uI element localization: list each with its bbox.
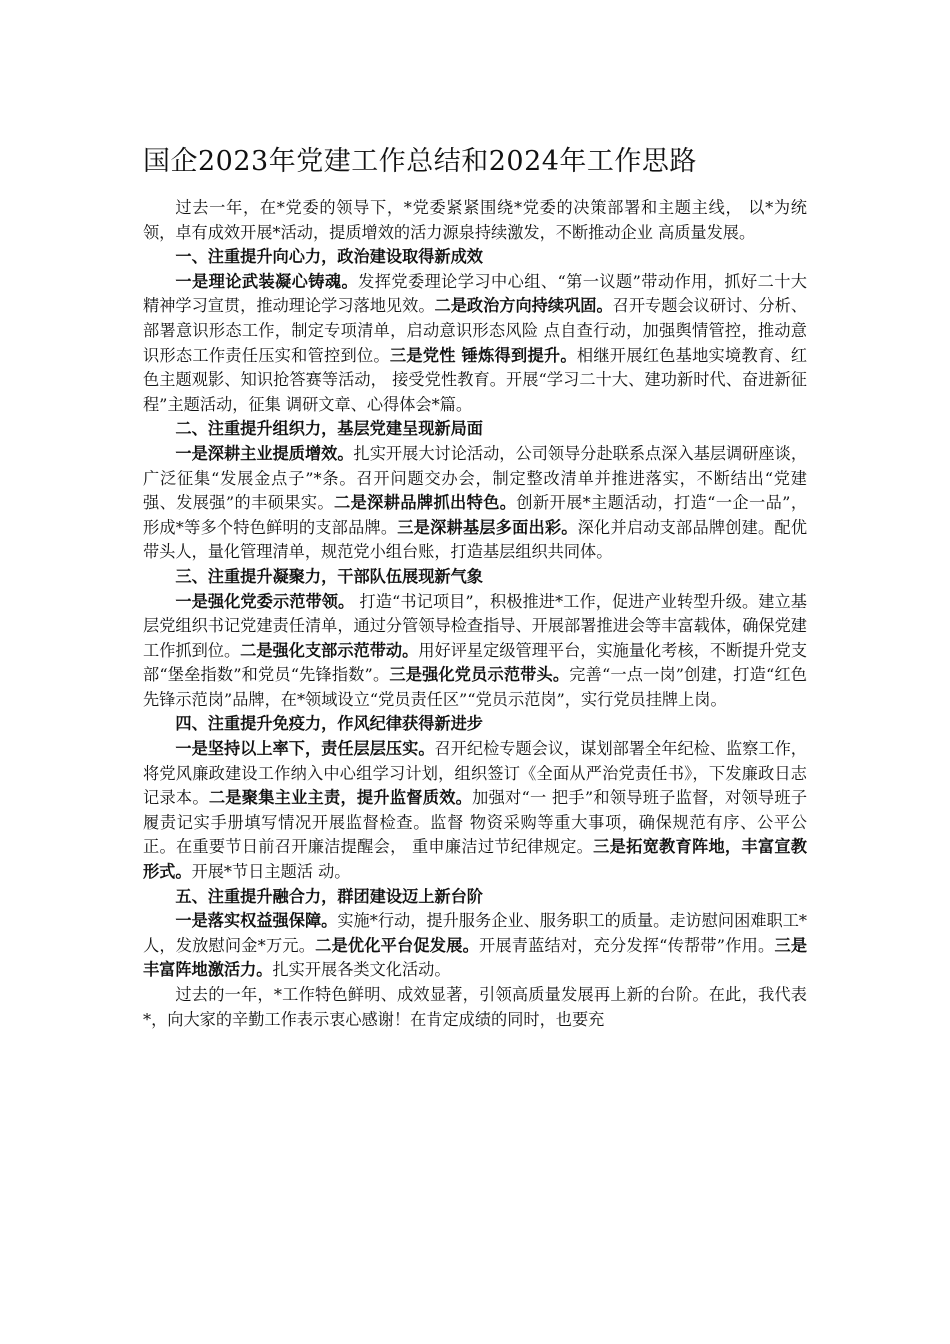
section-paragraph — [143, 590, 807, 713]
section-heading: 二、注重提升组织力，基层党建呈现新局面 — [175, 419, 483, 439]
point-lead: 二是优化平台促发展。 — [315, 935, 479, 955]
point-text: 加强对“一 把手”和领导班子监督，对领导班子履责记实手册填写情况开展监督检查。监督 物资采购等重大事项，确保规范有序、公平公正。在重要节日前召开廉洁提醒会， 重申廉洁过节纪律规定。 — [143, 788, 808, 857]
point-lead: 一是强化党委示范带领。 — [175, 591, 355, 611]
point-lead: 一是理论武装凝心铸魂。 — [175, 271, 359, 291]
section-heading: 四、注重提升免疫力，作风纪律获得新进步 — [175, 714, 483, 734]
point-text: 完善“一点一岗”创建，打造“红色先锋示范岗”品牌，在*领域设立“党员责任区”“党员示范岗”，实行党员挂牌上岗。 — [143, 665, 807, 709]
point-lead: 三是强化党员示范带头。 — [389, 665, 570, 685]
point-text: 开展青蓝结对，充分发挥“传帮带”作用。 — [478, 935, 775, 955]
point-text: 扎实开展大讨论活动，公司领导分赴联系点深入基层调研座谈，广泛征集“发展金点子”*条。召开问题交办会，制定整改清单并推进落实，不断结出“党建强、发展强”的丰硕果实。 — [143, 443, 808, 513]
point-text: 相继开展红色基地实境教育、红色主题观影、知识抢答赛等活动， 接受党性教育。开展“学习二十大、建功新时代、奋进新征程”主题活动，征集 调研文章、心得体会*篇。 — [143, 345, 808, 414]
point-text: 召开纪检专题会议，谋划部署全年纪检、监察工作，将党风廉政建设工作纳入中心组学习计划，组织签订《全面从严治党责任书》，下发廉政日志记录本。 — [143, 739, 807, 808]
point-text: 实施*行动，提升服务企业、服务职工的质量。走访慰问困难职工*人，发放慰问金*万元。 — [143, 911, 807, 955]
point-lead: 三是党性 锤炼得到提升。 — [389, 345, 577, 365]
point-lead: 一是深耕主业提质增效。 — [175, 443, 354, 463]
point-lead: 一是坚持以上率下，责任层层压实。 — [175, 739, 435, 759]
point-lead: 三是拓宽教育阵地，丰富宣教形式。 — [143, 837, 807, 882]
section-heading: 三、注重提升凝聚力，干部队伍展现新气象 — [175, 566, 483, 586]
section-heading: 五、注重提升融合力，群团建设迈上新台阶 — [175, 886, 483, 906]
point-text: 打造“书记项目”，积极推进*工作，促进产业转型升级。建立基层党组织书记党建责任清单，通过分管领导检查指导、开展部署推进会等丰富载体，确保党建工作抓到位。 — [143, 591, 807, 660]
point-lead: 三是丰富阵地激活力。 — [143, 935, 808, 980]
section-paragraph — [143, 909, 807, 983]
closing-paragraph: 过去的一年，*工作特色鲜明、成效显著，引领高质量发展再上新的台阶。在此，我代表*，向大家的辛勤工作表示衷心感谢！在肯定成绩的同时，也要充 — [143, 985, 807, 1029]
point-text: 开展*节日主题活 动。 — [191, 862, 351, 882]
point-lead: 三是深耕基层多面出彩。 — [397, 517, 578, 537]
point-text: 用好评星定级管理平台，实施量化考核，不断提升党支部“堡垒指数”和党员“先锋指数”。 — [143, 640, 808, 685]
intro-paragraph: 过去一年，在*党委的领导下，*党委紧紧围绕*党委的决策部署和主题主线， 以*为统领，卓有成效开展*活动，提质增效的活力源泉持续激发，不断推动企业 高质量发展。 — [143, 198, 807, 242]
point-text: 深化并启动支部品牌创建。配优带头人，量化管理清单，规范党小组台账，打造基层组织共同体。 — [143, 517, 808, 562]
section-heading: 一、注重提升向心力，政治建设取得新成效 — [175, 247, 483, 267]
document-title: 国企2023年党建工作总结和2024年工作思路 — [143, 146, 697, 177]
document-body — [143, 196, 807, 1032]
point-lead: 二是聚集主业主责，提升监督质效。 — [208, 788, 473, 808]
point-text: 召开专题会议研讨、分析、部署意识形态工作，制定专项清单，启动意识形态风险 点自查行动，加强舆情管控，推动意识形态工作责任压实和管控到位。 — [143, 296, 808, 365]
point-lead: 一是落实权益强保障。 — [175, 911, 338, 931]
point-text: 创新开展*主题活动，打造“一企一品”，形成*等多个特色鲜明的支部品牌。 — [143, 493, 807, 537]
point-text: 发挥党委理论学习中心组、“第一议题”带动作用，抓好二十大精神学习宣贯，推动理论学习落地见效。 — [143, 271, 807, 316]
point-lead: 二是深耕品牌抓出特色。 — [334, 493, 517, 513]
point-lead: 二是强化支部示范带动。 — [240, 640, 419, 660]
point-lead: 二是政治方向持续巩固。 — [434, 296, 613, 316]
point-text: 扎实开展各类文化活动。 — [272, 960, 451, 980]
section-paragraph — [143, 442, 807, 565]
section-paragraph — [143, 270, 807, 418]
section-paragraph — [143, 737, 807, 885]
